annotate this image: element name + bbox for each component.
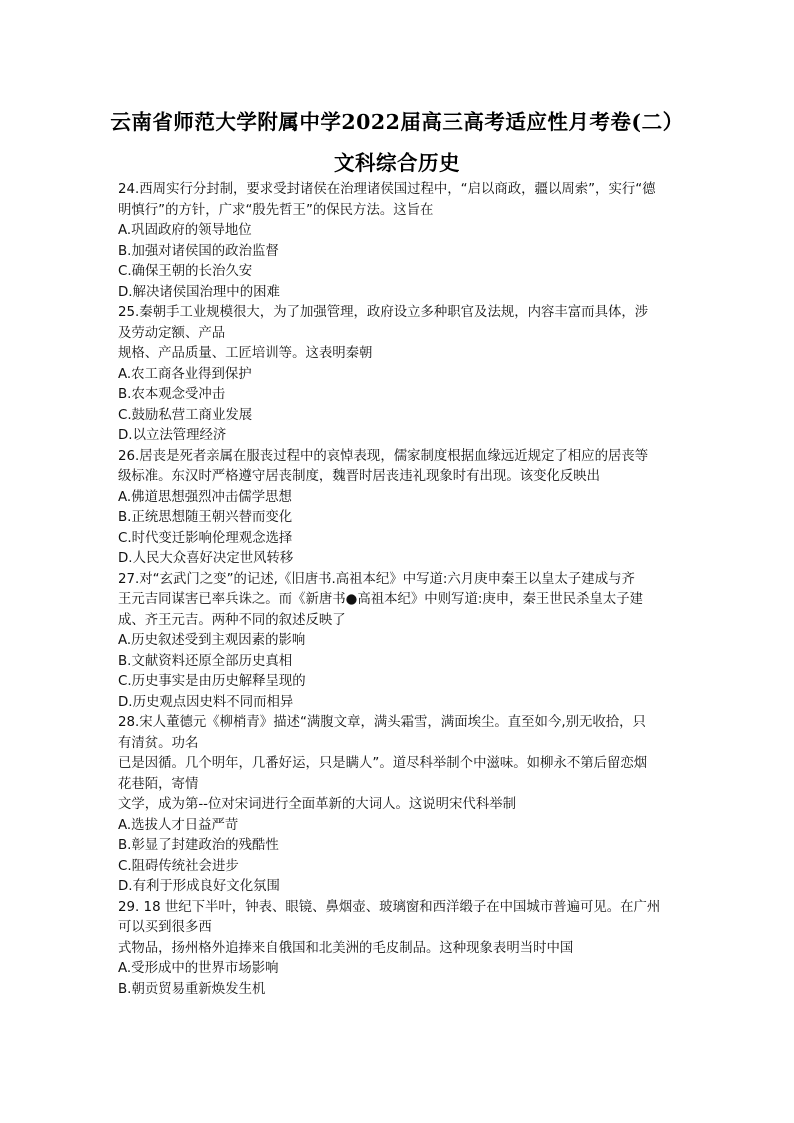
document-title: 云南省师范大学附属中学2022届高三高考适应性月考卷(二） [110,110,684,134]
text-line: A.佛道思想强烈冲击儒学思想 [118,489,292,505]
text-line: 有清贫。功名 [118,735,199,751]
text-line: A.选拔人才日益严苛 [118,817,239,833]
text-line: 规格、产品质量、工匠培训等。这表明秦朝 [118,346,373,361]
text-line: C.鼓励私营工商业发展 [118,407,253,423]
text-line: C.阻碍传统社会进步 [118,858,239,874]
text-line: 27.对“玄武门之变”的记述,《旧唐书.高祖本纪》中写道:六月庚申秦王以皇太子建成与齐 [118,571,635,587]
text-line: C.时代变迁影响伦理观念选择 [118,530,293,546]
text-line: C.历史事实是由历史解释呈现的 [118,674,306,689]
text-line: 明慎行”的方针，广求“殷先哲王”的保民方法。这旨在 [118,202,434,218]
text-line: 26.居丧是死者亲属在服丧过程中的哀悼表现，儒家制度根据血缘远近规定了相应的居丧等 [118,448,649,464]
text-line: A.受形成中的世界市场影响 [118,961,279,976]
text-line: 28.宋人董德元《柳梢青》描述“满腹文章，满头霜雪，满面埃尘。直至如今,别无收拾，只 [118,715,646,730]
document-body [118,180,684,1000]
text-line: B.朝贡贸易重新焕发生机 [118,981,266,997]
text-line: A.巩固政府的领导地位 [118,223,252,238]
text-line: B.农本观念受冲击 [118,387,226,402]
text-line: 成、齐王元吉。两种不同的叙述反映了 [118,612,346,628]
text-line: B.文献资料还原全部历史真相 [118,653,293,669]
text-line: 25.秦朝手工业规模很大，为了加强管理，政府设立多种职官及法规，内容丰富而具体，涉 [118,305,649,320]
text-line: D.有利于形成良好文化氛围 [118,879,280,894]
text-line: 文学，成为第--位对宋词进行全面革新的大词人。这说明宋代科举制 [118,797,516,812]
text-line: 花巷陌，寄情 [118,776,199,792]
document-subtitle: 文科综合历史 [334,151,460,175]
text-line: B.正统思想随王朝兴替而变化 [118,510,293,525]
text-line: 式物品，扬州格外追捧来自俄国和北美洲的毛皮制品。这种现象表明当时中国 [118,940,574,956]
text-line: 24.西周实行分封制，要求受封诸侯在治理诸侯国过程中，“启以商政，疆以周索”，实行“德 [118,182,656,197]
text-line: 及劳动定额、产品 [118,325,226,341]
text-line: A.历史叙述受到主观因素的影响 [118,633,306,648]
text-line: C.确保王朝的长治久安 [118,264,253,279]
text-line: B.彰显了封建政治的残酷性 [118,838,279,853]
text-line: 级标准。东汉时严格遵守居丧制度，魏晋时居丧违礼现象时有出现。该变化反映出 [118,469,601,484]
text-line: D.历史观点因史料不同而相异 [118,694,294,710]
text-line: 可以买到很多西 [118,920,212,935]
text-line: 已是因循。几个明年，几番好运，只是瞒人”。道尽科举制个中滋味。如柳永不第后留恋烟 [118,756,648,771]
text-line: 29. 18 世纪下半叶，钟表、眼镜、鼻烟壶、玻璃窗和西洋缎子在中国城市普遍可见。在广州 [118,899,661,915]
text-line: 王元吉同谋害已率兵诛之。而《新唐书●高祖本纪》中则写道:庚申，秦王世民杀皇太子建 [118,592,644,607]
text-line: B.加强对诸侯国的政治监督 [118,243,279,259]
text-line: D.以立法管理经济 [118,428,227,443]
text-line: D.解决诸侯国治理中的困难 [118,284,280,300]
text-line: A.农工商各业得到保护 [118,366,252,382]
text-line: D.人民大众喜好决定世风转移 [118,551,294,566]
